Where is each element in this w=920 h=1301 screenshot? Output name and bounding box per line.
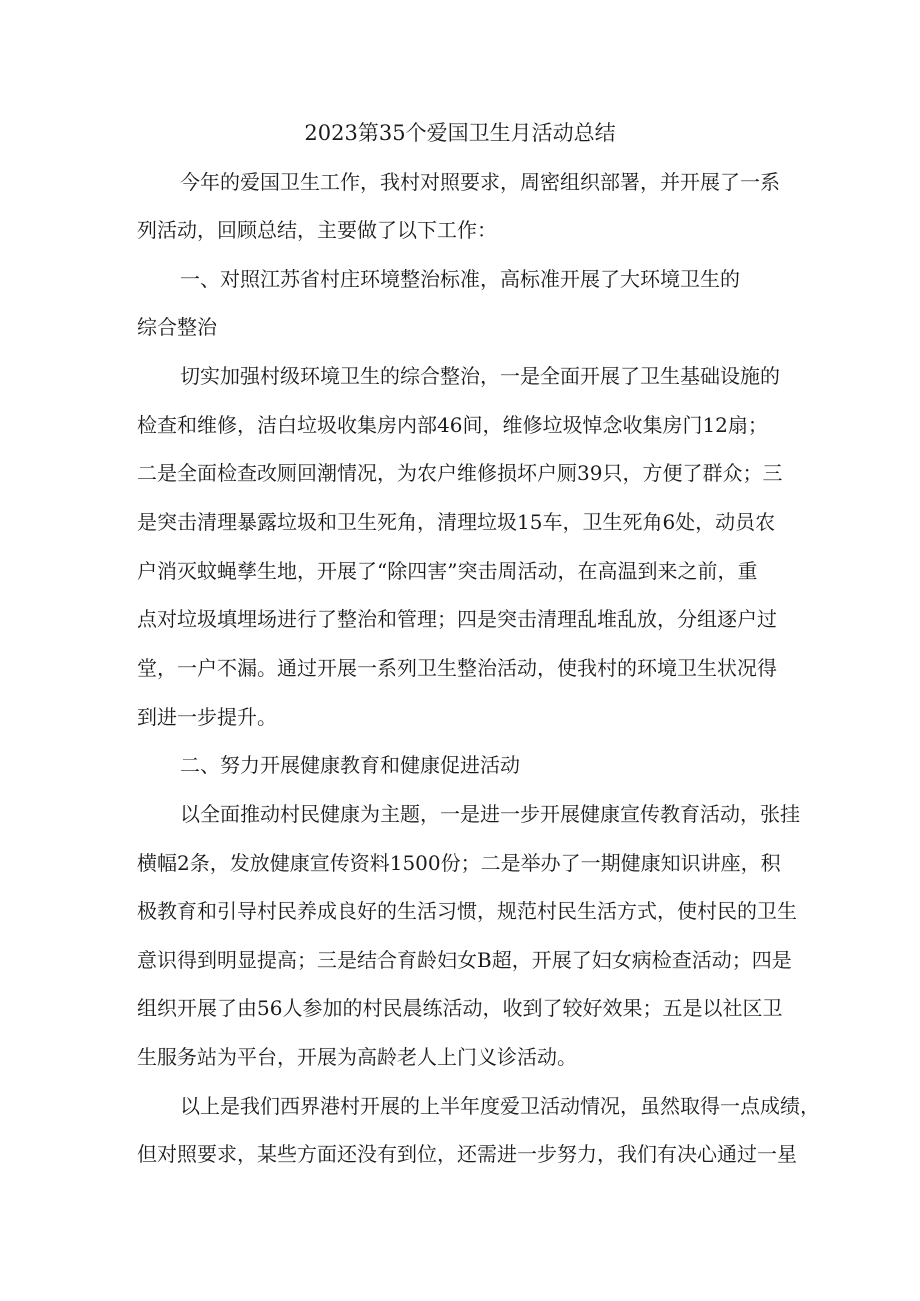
paragraph-line: 堂，一户不漏。通过开展一系列卫生整治活动，使我村的环境卫生状况得: [137, 656, 777, 680]
paragraph-line: 到进一步提升。: [137, 705, 277, 729]
paragraph-line: 以全面推动村民健康为主题，一是进一步开展健康宣传教育活动，张挂: [180, 802, 800, 826]
paragraph-line: 切实加强村级环境卫生的综合整治，一是全面开展了卫生基础设施的: [180, 364, 780, 388]
paragraph-line: 检查和维修，洁白垃圾收集房内部46间，维修垃圾悼念收集房门12扇；: [137, 413, 768, 437]
paragraph-line: 列活动，回顾总结，主要做了以下工作：: [137, 218, 497, 242]
paragraph-line: 极教育和引导村民养成良好的生活习惯，规范村民生活方式，使村民的卫生: [137, 899, 797, 923]
paragraph-line: 意识得到明显提高；三是结合育龄妇女B超，开展了妇女病检查活动；四是: [137, 948, 792, 972]
paragraph-line: 横幅2条，发放健康宣传资料1500份；二是举办了一期健康知识讲座，积: [137, 851, 781, 875]
document-title: 2023第35个爱国卫生月活动总结: [304, 121, 616, 145]
paragraph-line: 组织开展了由56人参加的村民晨练活动，收到了较好效果；五是以社区卫: [137, 996, 783, 1020]
paragraph-line: 生服务站为平台，开展为高龄老人上门义诊活动。: [137, 1045, 577, 1069]
paragraph-line: 今年的爱国卫生工作，我村对照要求，周密组织部署，并开展了一系: [180, 170, 780, 194]
paragraph-line: 点对垃圾填埋场进行了整治和管理；四是突击清理乱堆乱放，分组逐户过: [137, 607, 777, 631]
paragraph-line: 以上是我们西界港村开展的上半年度爱卫活动情况，虽然取得一点成绩，: [180, 1094, 820, 1118]
paragraph-line: 户消灭蚊蝇孳生地，开展了“除四害”突击周活动，在高温到来之前，重: [137, 559, 758, 583]
section-heading-line: 综合整治: [137, 315, 217, 339]
paragraph-line: 二是全面检查改厕回潮情况，为农户维修损坏户厕39只，方便了群众；三: [137, 461, 783, 485]
paragraph-line: 是突击清理暴露垃圾和卫生死角，清理垃圾15车，卫生死角6处，动员农: [137, 510, 776, 534]
paragraph-line: 但对照要求，某些方面还没有到位，还需进一步努力，我们有决心通过一星: [137, 1142, 797, 1166]
section-heading-line: 二、努力开展健康教育和健康促进活动: [180, 753, 520, 777]
section-heading-line: 一、对照江苏省村庄环境整治标准，高标准开展了大环境卫生的: [180, 267, 740, 291]
